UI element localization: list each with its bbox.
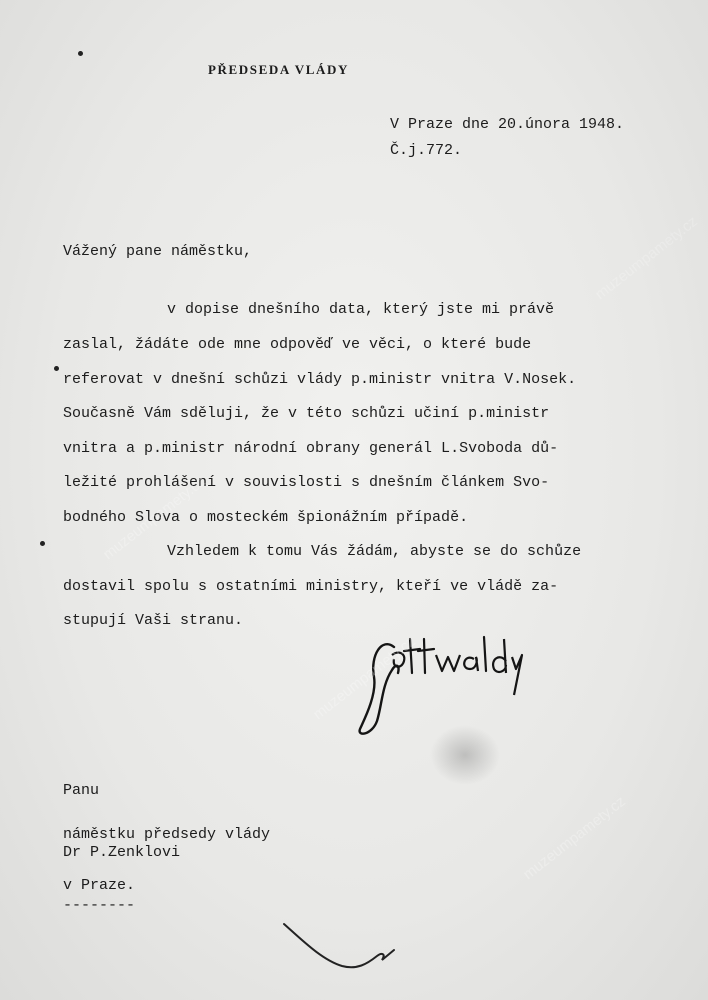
punch-mark [54, 366, 59, 371]
punch-mark [78, 51, 83, 56]
body-line: referovat v dnešní schůzi vlády p.ministr vnitra V.Nosek. [63, 371, 577, 388]
pen-squiggle [282, 920, 402, 980]
watermark-text: muzeumpamety.cz [309, 632, 419, 724]
body-line: vnitra a p.ministr národní obrany generál L.Svoboda dů- [63, 440, 559, 457]
handwritten-signature [352, 625, 527, 740]
body-line: stupují Vaši stranu. [63, 612, 244, 629]
address-underline: -------- [63, 897, 136, 914]
body-line: bodného Slova o mosteckém špionážním případě. [63, 509, 469, 526]
watermark-text: muzeumpamety.cz [591, 212, 701, 304]
ink-smudge [430, 725, 500, 785]
address-line: Panu [63, 782, 100, 799]
address-line: Dr P.Zenklovi [63, 844, 181, 861]
address-line: náměstku předsedy vlády [63, 826, 271, 843]
letterhead: PŘEDSEDA VLÁDY [208, 62, 349, 77]
date-line: V Praze dne 20.února 1948. [390, 116, 625, 133]
reference-number: Č.j.772. [390, 142, 463, 159]
address-line: v Praze. [63, 877, 136, 894]
salutation: Vážený pane náměstku, [63, 243, 253, 260]
body-line: Současně Vám sděluji, že v této schůzi učiní p.ministr [63, 405, 550, 422]
watermark-text: muzeumpamety.cz [99, 472, 209, 564]
body-line: ležité prohlášení v souvislosti s dnešním článkem Svo- [63, 474, 550, 491]
body-line: dostavil spolu s ostatními ministry, kteří ve vládě za- [63, 578, 559, 595]
body-line: Vzhledem k tomu Vás žádám, abyste se do schůze [167, 543, 582, 560]
body-line: v dopise dnešního data, který jste mi právě [167, 301, 555, 318]
body-line: zaslal, žádáte ode mne odpověď ve věci, o které bude [63, 336, 532, 353]
watermark-text: muzeumpamety.cz [519, 792, 629, 884]
punch-mark [40, 541, 45, 546]
